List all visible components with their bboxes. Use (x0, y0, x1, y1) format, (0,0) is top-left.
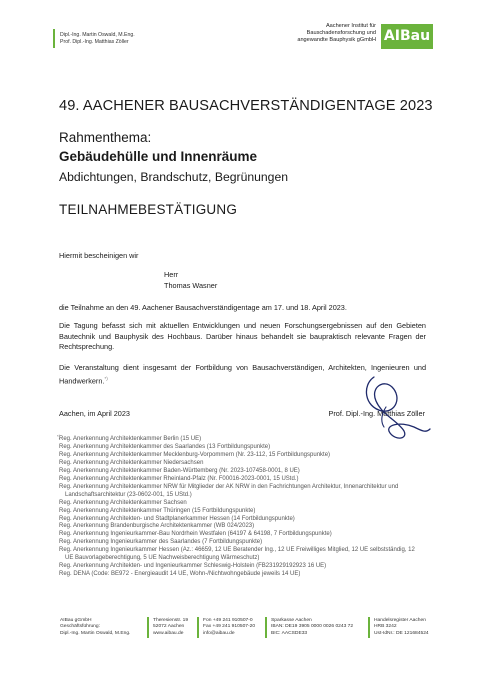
recognition-item: Reg. Anerkennung Architekten- und Stadtplanerkammer Hessen (14 Fortbildungspunkte) (59, 515, 295, 522)
recognition-item: Reg. Anerkennung Architektenkammer Niedersachsen (59, 459, 204, 466)
footnote-marker: *) (104, 375, 108, 381)
footer-divider (265, 617, 267, 638)
institute-line: angewandte Bauphysik gGmbH (297, 37, 376, 44)
recognition-item: Reg. DENA (Code: BE972 - Energieaudit 14 UE, Wohn-/Nichtwohngebäude jeweils 14 UE) (59, 571, 301, 578)
footer-bank (271, 618, 353, 637)
footer-line: IBAN: DE19 3905 0000 0026 0243 72 (271, 624, 354, 630)
footer-line: Sparkasse Aachen (271, 618, 312, 623)
recipient-name: Thomas Wasner (164, 280, 218, 290)
certificate-title: TEILNAHMEBESTÄTIGUNG (59, 202, 238, 217)
institute-line: Aachener Institut für (325, 23, 376, 29)
recognition-list (59, 436, 424, 579)
recognition-item: Reg. Anerkennung Ingenieurkammer Hessen (Az.: 46659, 12 UE Beratender Ing., 12 UE Freiwilliges Mitglied, 12 UE selbstständig, 12 UE Bauvorlageberechtigung, 5 UE Nachweisberechtigung Wärmeschutz) (59, 547, 415, 562)
footer-line: HRB 3242 (374, 624, 397, 630)
recognition-item: Reg. Anerkennung Architektenkammer NRW für Mitglieder der AK NRW in den Fachrichtungen Architektur, Innenarchitektur und Landschaftsarchitektur (23-0602-001, 15 UStd.) (59, 483, 399, 498)
footer-divider (368, 617, 370, 638)
footer-register (374, 618, 429, 637)
recognition-item: Reg. Anerkennung Architekten- und Ingenieurkammer Schleswig-Holstein (FB231929192923 16 UE) (59, 563, 327, 570)
recognition-item: Reg. Anerkennung Architektenkammer Berlin (15 UE) (59, 436, 202, 442)
recognition-item: Reg. Anerkennung Brandenburgische Architektenkammer (WB 024/2023) (59, 523, 255, 530)
footer-line: BIC: AACSDE33 (271, 630, 308, 636)
intro-text: Hiermit bescheinigen wir (59, 251, 139, 260)
footer-address (153, 618, 188, 637)
recipient (164, 270, 217, 291)
footer-line: Dipl.-Ing. Martin Oswald, M.Eng. (60, 630, 131, 636)
theme-main: Gebäudehülle und Innenräume (59, 149, 258, 164)
footer-website-link[interactable]: www.aibau.de (153, 630, 184, 636)
salutation: Herr (164, 270, 179, 279)
recognition-item: Reg. Anerkennung Architektenkammer Thüringen (15 Fortbildungspunkte) (59, 507, 256, 514)
header-line: Prof. Dipl.-Ing. Matthias Zöller (60, 39, 129, 45)
footer-line: AIBau gGmbH (60, 618, 92, 623)
footer-line: Fon +49 241 910507-0 (203, 618, 253, 623)
footer-divider (147, 617, 149, 638)
recognition-item: Reg. Anerkennung Ingenieurkammer des Saarlandes (7 Fortbildungspunkte) (59, 539, 263, 546)
recognition-item: Reg. Anerkennung Architektenkammer Baden-Württemberg (Nr. 2023-107458-0001, 8 UE) (59, 467, 300, 474)
aibau-logo: AIBau (381, 24, 433, 49)
recognition-item: Reg. Anerkennung Architektenkammer Rheinland-Pfalz (Nr. F00016-2023-0001, 15 UStd.) (59, 475, 299, 482)
footer-divider (197, 617, 199, 638)
header-accent-bar (53, 29, 55, 48)
content-paragraph: Die Tagung befasst sich mit aktuellen Entwicklungen und neuen Forschungsergebnissen auf den Gebieten Bautechnik und Bauphysik des Hochbaus. Darüber hinaus behandelt sie baupraktisch relevante Fragen der Rechtsprechung. (59, 321, 426, 352)
footer-line: 52072 Aachen (153, 624, 185, 630)
theme-sub: Abdichtungen, Brandschutz, Begrünungen (59, 170, 289, 184)
institute-line: Bauschadensforschung und (306, 30, 376, 37)
recognition-item: Reg. Anerkennung Architektenkammer Sachsen (59, 499, 187, 506)
footer-line: Fax +49 241 910507-20 (203, 624, 256, 630)
footer-contact (203, 618, 255, 637)
header-line: Dipl.-Ing. Martin Oswald, M.Eng. (60, 32, 135, 38)
footer-line: Geschäftsführung: (60, 624, 100, 630)
participation-text: die Teilnahme an den 49. Aachener Bausachverständigentage am 17. und 18. April 2023. (59, 303, 347, 312)
recognition-item: Reg. Anerkennung Ingenieurkammer-Bau Nordrhein Westfalen (64197 & 64198, 7 Fortbildungspunkte) (59, 531, 332, 538)
event-title: 49. AACHENER BAUSACHVERSTÄNDIGENTAGE 2023 (59, 98, 433, 114)
place-date: Aachen, im April 2023 (59, 409, 130, 418)
footer-line: Ust-IdNr.: DE 121684524 (374, 630, 429, 636)
header-managers (60, 32, 135, 46)
footer-line: Handelsregister Aachen (374, 618, 426, 623)
signature (356, 367, 432, 443)
purpose-text: Die Veranstaltung dient insgesamt der Fortbildung von Bausachverständigen, Architekten, Ingenieuren und Handwerkern. (59, 363, 426, 386)
recognition-item: Reg. Anerkennung Architektenkammer des Saarlandes (13 Fortbildungspunkte) (59, 443, 271, 450)
footer-line: Theresienstr. 19 (153, 618, 189, 623)
institute-name (250, 23, 376, 45)
footer-company (60, 618, 130, 637)
footnote-marker-left: *) (57, 434, 61, 439)
signer-name: Prof. Dipl.-Ing. Matthias Zöller (328, 409, 425, 418)
recognition-item: Reg. Anerkennung Architektenkammer Mecklenburg-Vorpommern (Nr. 23-112, 15 Fortbildungspunkte) (59, 451, 331, 458)
theme-label: Rahmenthema: (59, 130, 152, 145)
footer-email-link[interactable]: info@aibau.de (203, 630, 235, 636)
